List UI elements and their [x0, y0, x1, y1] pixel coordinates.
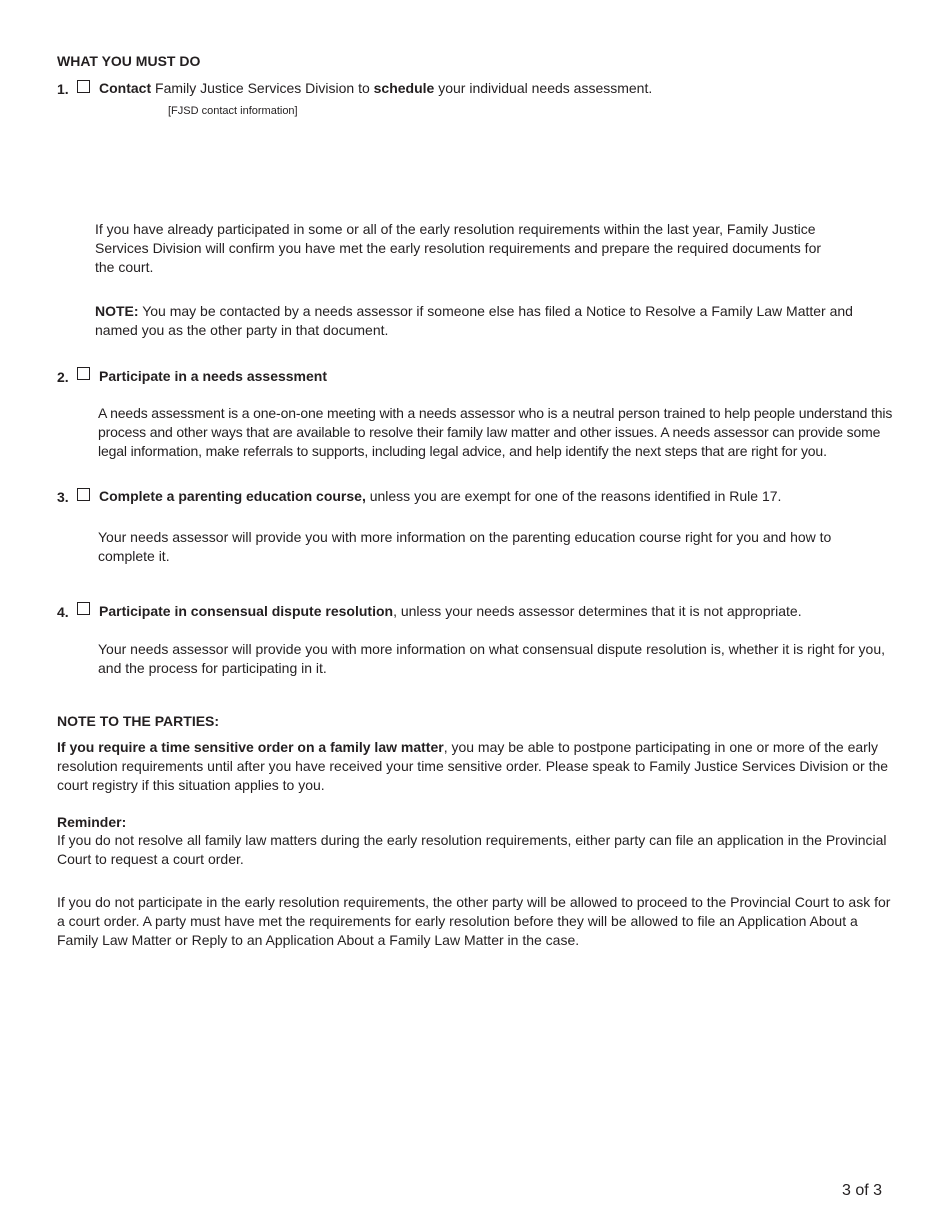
- final-paragraph: If you do not participate in the early resolution requirements, the other party will be allowed to proceed to the Provincial Court to ask for a court order. A party must have met the requirements for early resolution before they will be allowed to file an Application About a Family Law Matter or Reply to an Application About a Family Law Matter in the case.: [57, 894, 891, 948]
- item-4-title: [99, 602, 899, 621]
- item-3-checkbox[interactable]: [77, 488, 90, 501]
- item-4-text-1: , unless your needs assessor determines that it is not appropriate.: [393, 603, 802, 619]
- item-1-paragraph: If you have already participated in some or all of the early resolution requirements within the last year, Family Justice Services Division will confirm you have met the early resolution requirements and prepare the required documents for the court.: [95, 221, 822, 275]
- item-3-number: 3.: [57, 489, 69, 505]
- item-2-checkbox[interactable]: [77, 367, 90, 380]
- item-1-bold-1: Contact: [99, 80, 152, 96]
- note-parties-text: , you may be able to postpone participating in one or more of the early resolution requirements until after you have received your time sensitive order. Please speak to Family Justice Services Division or the court registry if this situation applies to you.: [57, 739, 889, 793]
- note-parties-heading: NOTE TO THE PARTIES:: [57, 713, 220, 729]
- item-2-paragraph: A needs assessment is a one-on-one meeting with a needs assessor who is a neutral person trained to help people understand this process and other ways that are available to resolve their family law matter and other issues. A needs assessor can provide some legal information, make referrals to supports, including legal advice, and help identify the next steps that are right for you.: [98, 405, 893, 459]
- item-3-title: [99, 487, 899, 506]
- item-1-bold-2: schedule: [373, 80, 435, 96]
- item-4-checkbox[interactable]: [77, 602, 90, 615]
- item-4-paragraph: Your needs assessor will provide you with more information on what consensual dispute resolution is, whether it is right for you, and the process for participating in it.: [98, 641, 885, 676]
- item-4-bold-1: Participate in consensual dispute resolution: [99, 603, 394, 619]
- page-number: 3 of 3: [842, 1182, 883, 1199]
- item-1-checkbox[interactable]: [77, 80, 90, 93]
- item-2-title: Participate in a needs assessment: [99, 368, 327, 384]
- item-1-note: [95, 302, 870, 340]
- item-1-title: [99, 79, 899, 98]
- item-3-text-1: unless you are exempt for one of the reasons identified in Rule 17.: [365, 488, 782, 504]
- item-4-number: 4.: [57, 604, 69, 620]
- note-parties-bold: If you require a time sensitive order on a family law matter: [57, 739, 444, 755]
- note-parties-paragraph: [57, 738, 893, 795]
- item-1-note-label: NOTE:: [95, 303, 139, 319]
- item-3-paragraph: Your needs assessor will provide you with more information on the parenting education course right for you and how to complete it.: [98, 529, 832, 564]
- item-1-number: 1.: [57, 81, 69, 97]
- item-1-note-text: You may be contacted by a needs assessor if someone else has filed a Notice to Resolve a Family Law Matter and named you as the other party in that document.: [95, 303, 853, 338]
- item-1-text-2: your individual needs assessment.: [434, 80, 653, 96]
- fjsd-contact-placeholder: [FJSD contact information]: [168, 105, 298, 117]
- item-1-text-1: Family Justice Services Division to: [151, 80, 374, 96]
- item-2-number: 2.: [57, 369, 69, 385]
- item-3-bold-1: Complete a parenting education course,: [99, 488, 366, 504]
- reminder-text: If you do not resolve all family law matters during the early resolution requirements, either party can file an application in the Provincial Court to request a court order.: [57, 832, 887, 867]
- reminder-label: Reminder:: [57, 814, 127, 830]
- section-heading: WHAT YOU MUST DO: [57, 53, 201, 69]
